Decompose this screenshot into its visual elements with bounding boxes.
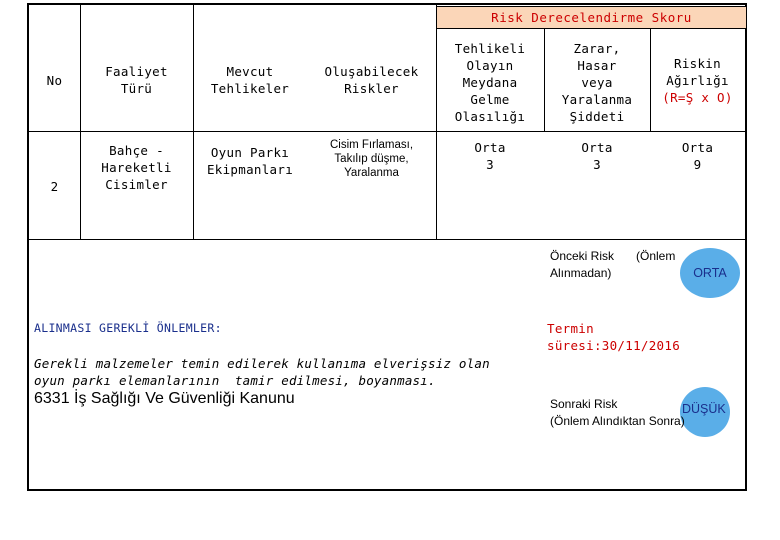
- risk-assessment-form: [27, 3, 747, 491]
- measures-title: ALINMASI GEREKLİ ÖNLEMLER:: [34, 321, 222, 335]
- column-header-probability: Tehlikeli Olayın Meydana Gelme Olasılığı: [454, 40, 526, 124]
- previous-risk-level: ORTA: [693, 266, 727, 280]
- column-header-no: No: [46, 72, 63, 88]
- row-number: 2: [50, 178, 59, 194]
- row-current-hazards: Oyun Parkı Ekipmanları: [206, 145, 294, 177]
- column-header-activity-type: Faaliyet Türü: [105, 64, 168, 96]
- column-header-current-hazards: Mevcut Tehlikeler: [210, 64, 290, 96]
- risk-scoring-header: [436, 6, 747, 29]
- deadline-value: 30/11/2016: [601, 338, 681, 353]
- risk-level-value: 9: [693, 157, 702, 172]
- severity-value: 3: [593, 157, 601, 172]
- row-severity: [544, 136, 650, 176]
- row-probability: [436, 136, 544, 176]
- row-risk-weight: [650, 136, 745, 176]
- previous-risk-badge: [680, 248, 740, 298]
- risk-formula: (R=Ş x O): [662, 89, 733, 105]
- deadline: [547, 320, 680, 354]
- column-header-severity: Zarar, Hasar veya Yaralanma Şiddeti: [561, 40, 633, 124]
- column-header-possible-risks: Oluşabilecek Riskler: [324, 64, 419, 96]
- risk-level-label: Orta: [681, 140, 714, 155]
- regulation-reference: 6331 İş Sağlığı Ve Güvenliği Kanunu: [34, 390, 295, 407]
- column-header-risk-weight: [650, 29, 745, 131]
- measures-description: Gerekli malzemeler temin edilerek kullanıma elverişsiz olan oyun parkı elemanlarının tamir edilmesi, boyanması.: [34, 356, 490, 388]
- risk-weight-label: Riskin Ağırlığı: [666, 55, 729, 88]
- previous-risk-label: Önceki Risk Alınmadan): [550, 249, 615, 280]
- probability-label: Orta: [474, 140, 506, 155]
- next-risk-label: Sonraki Risk (Önlem Alındıktan Sonra): [550, 397, 685, 428]
- row-possible-risks: Cisim Fırlaması, Takılıp düşme, Yaralanma: [329, 139, 414, 179]
- previous-risk-paren: (Önlem: [636, 249, 676, 263]
- probability-value: 3: [486, 157, 494, 172]
- row-activity-type: Bahçe - Hareketli Cisimler: [101, 143, 172, 192]
- next-risk-level: DÜŞÜK: [682, 402, 726, 416]
- deadline-label: Termin süresi:: [547, 321, 602, 353]
- risk-scoring-title: Risk Derecelendirme Skoru: [491, 10, 692, 25]
- severity-label: Orta: [581, 140, 613, 155]
